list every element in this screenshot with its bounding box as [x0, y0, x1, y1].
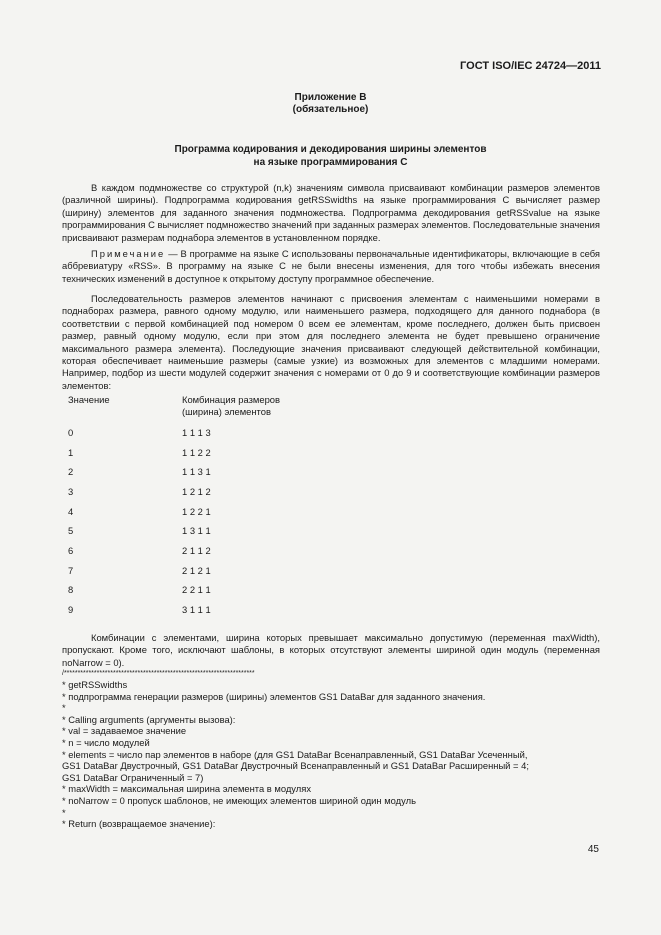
column-header-combination: Комбинация размеров: [182, 394, 280, 405]
code-line: *: [62, 806, 66, 818]
row-value: 8: [68, 584, 74, 595]
table-row: [68, 525, 368, 539]
appendix-status: (обязательное): [292, 104, 369, 115]
skip-paragraph: [62, 632, 600, 669]
row-value: 3: [68, 486, 74, 497]
code-line: * подпрограмма генерации размеров (ширины) элементов GS1 DataBar для заданного значения.: [62, 690, 486, 702]
paragraph-text: Последовательность размеров элементов начинают с присвоения элементам с наименьшими номерами в поднаборах размера, равного одному модулю, или наименьшего размера, подходящего для данного поднабора (в соответствии с первой комбинацией под номером 0 всем ее элементам, кроме последнего, должен быть присвоен размер, равный одному модулю, если при этом для последнего элемента не будет превышено ограничение максимального размера элемента). Последующие значения присваивают следующей действительной комбинации, которая обеспечивает наименьшие размеры (самые узкие) из возможных для элементов с младшими номерами. Например, подбор из шести модулей содержит значения с номерами от 0 до 9 и соответствующие комбинации размеров элементов:: [62, 293, 600, 391]
row-value: 1: [68, 447, 74, 458]
sequence-paragraph: [62, 293, 600, 392]
row-value: 6: [68, 545, 74, 556]
table-row: [68, 604, 368, 618]
row-combination: 2 2 1 1: [182, 584, 211, 595]
note-paragraph: [62, 248, 600, 285]
code-line: * noNarrow = 0 пропуск шаблонов, не имеющих элементов шириной один модуль: [62, 794, 416, 806]
row-combination: 1 1 2 2: [182, 447, 211, 458]
code-line: * elements = число пар элементов в наборе (для GS1 DataBar Всенаправленный, GS1 DataBar Усеченный,: [62, 748, 528, 760]
intro-paragraph: [62, 182, 600, 244]
table-row: [68, 545, 368, 559]
section-heading-line2: на языке программирования С: [253, 157, 408, 168]
code-line: GS1 DataBar Ограниченный = 7): [62, 771, 204, 783]
standard-header: ГОСТ ISO/IEC 24724—2011: [460, 60, 601, 72]
row-combination: 1 1 1 3: [182, 427, 211, 438]
row-value: 0: [68, 427, 74, 438]
paragraph-text: Комбинации с элементами, ширина которых превышает максимально допустимую (переменная maxWidth), пропускают. Кроме того, исключают шаблоны, в которых отсутствуют элементы шириной один модуль (переменная noNarrow = 0).: [62, 632, 600, 668]
paragraph-text: В каждом подмножестве со структурой (n,k) значениям символа присваивают комбинации размеров элементов (различной ширины). Подпрограмма кодирования getRSSwidths на языке программирования С вычисляет размер (ширину) элементов для заданного значения подмножества. Подпрограмма декодирования getRSSvalue на языке программирования С вычисляет подмножество значений при заданных размерах элементов. Последовательные значения присваивают размерам поднабора элементов в установленном порядке.: [62, 182, 600, 243]
row-combination: 1 2 1 2: [182, 486, 211, 497]
code-line: * Calling arguments (аргументы вызова):: [62, 713, 236, 725]
code-line: /**********************************************************************: [62, 670, 255, 677]
code-line: * val = задаваемое значение: [62, 725, 187, 737]
code-line: * n = число модулей: [62, 736, 150, 748]
row-value: 2: [68, 466, 74, 477]
row-combination: 1 2 2 1: [182, 506, 211, 517]
row-value: 9: [68, 604, 74, 615]
table-row: [68, 427, 368, 441]
table-row: [68, 466, 368, 480]
code-line: GS1 DataBar Двустрочный, GS1 DataBar Двустрочный Всенаправленный и GS1 DataBar Расширенный = 4;: [62, 760, 529, 772]
row-combination: 2 1 2 1: [182, 565, 211, 576]
table-row: [68, 486, 368, 500]
code-line: * Return (возвращаемое значение):: [62, 818, 216, 830]
column-header-combination-sub: (ширина) элементов: [182, 406, 271, 417]
row-combination: 2 1 1 2: [182, 545, 211, 556]
code-line: *: [62, 702, 66, 714]
column-header-value: Значение: [68, 394, 110, 405]
row-combination: 1 1 3 1: [182, 466, 211, 477]
table-row: [68, 506, 368, 520]
row-value: 7: [68, 565, 74, 576]
section-heading-line1: Программа кодирования и декодирования ширины элементов: [174, 144, 487, 155]
appendix-title: Приложение В: [294, 92, 367, 103]
row-value: 4: [68, 506, 74, 517]
table-row: [68, 447, 368, 461]
code-line: * maxWidth = максимальная ширина элемента в модулях: [62, 783, 312, 795]
table-row: [68, 565, 368, 579]
row-combination: 3 1 1 1: [182, 604, 211, 615]
table-row: [68, 584, 368, 598]
page-number: 45: [587, 844, 599, 855]
code-line: * getRSSwidths: [62, 679, 128, 690]
note-text: — В программе на языке С использованы первоначальные идентификаторы, включающие в себя аббревиатуру «RSS». В программу на языке С не были внесены изменения, для того чтобы избежать внесения технических изменений в доступное к открытому доступу программное обеспечение.: [62, 248, 600, 284]
row-value: 5: [68, 525, 74, 536]
row-combination: 1 3 1 1: [182, 525, 211, 536]
code-block: [62, 669, 602, 830]
note-label: Примечание: [91, 248, 166, 259]
